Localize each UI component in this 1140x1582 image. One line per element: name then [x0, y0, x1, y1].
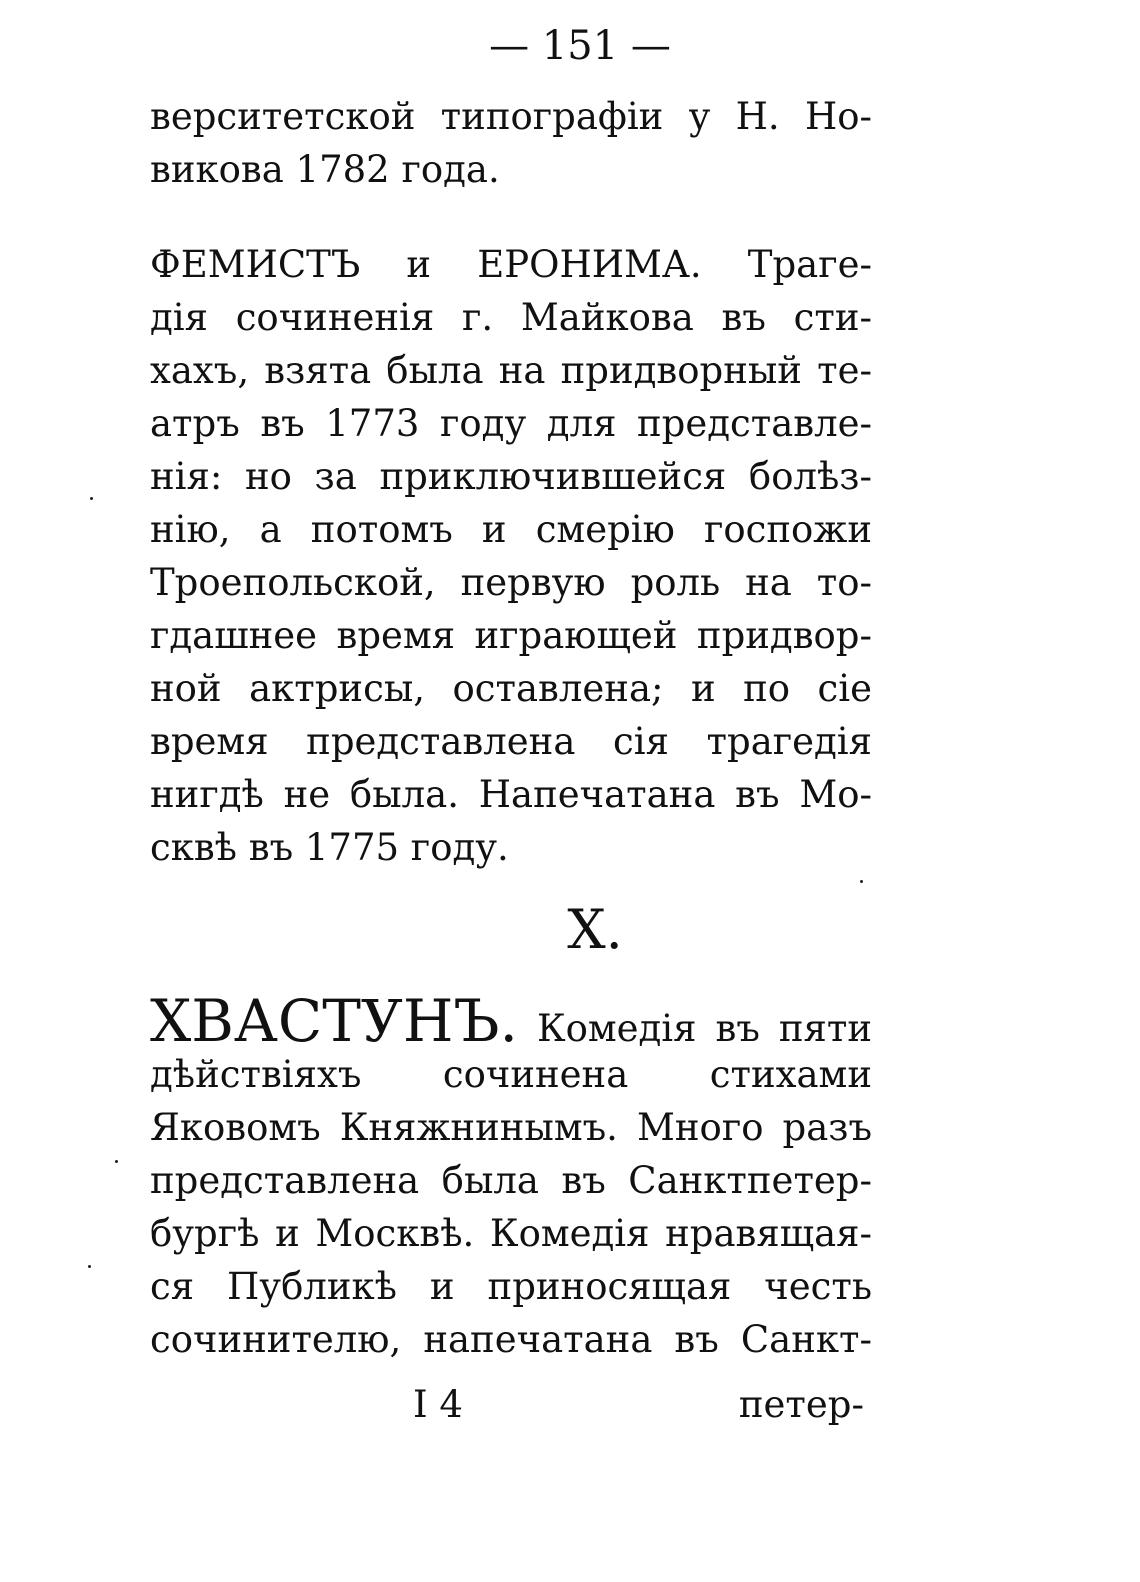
text-line: верситетской типографiи у Н. Но- — [150, 95, 872, 138]
text-line: нiя: но за приключившейся болѣз- — [150, 455, 872, 498]
text-line: сквѣ въ 1775 году. — [150, 826, 509, 869]
entry-khvastun — [150, 987, 872, 1366]
entry-first-line-text: Комедiя въ пяти — [536, 1007, 872, 1050]
catchword: петер- — [738, 1383, 864, 1426]
paper-speck — [115, 1160, 118, 1163]
text-line: дiя сочиненiя г. Майкова въ сти- — [150, 296, 872, 339]
section-letter-heading: X. — [567, 898, 623, 961]
text-line: викова 1782 года. — [150, 148, 500, 191]
paper-speck — [90, 497, 93, 500]
footer-line — [150, 1378, 872, 1431]
text-line: гдашнее время играющей придвор- — [150, 614, 872, 657]
paper-speck — [860, 880, 863, 883]
text-line: нигдѣ не была. Напечатана въ Мо- — [150, 773, 872, 816]
text-line: дѣйствiяхъ сочинена стихами — [150, 1053, 872, 1096]
text-line: время представлена сiя трагедiя — [150, 720, 872, 763]
continued-entry — [150, 90, 872, 196]
text-line: Яковомъ Княжнинымъ. Много разъ — [150, 1106, 872, 1149]
text-line: бургѣ и Москвѣ. Комедiя нравящая- — [150, 1212, 872, 1255]
page-number: — 151 — — [489, 23, 671, 69]
text-line: ФЕМИСТЪ и ЕРОНИМА. Траге- — [150, 243, 872, 286]
text-line: ся Публикѣ и приносящая честь — [150, 1265, 872, 1308]
text-line: хахъ, взята была на придворный те- — [150, 349, 872, 392]
text-line: представлена была въ Санктпетер- — [150, 1159, 872, 1202]
paper-speck — [88, 1265, 91, 1268]
text-line: Троепольской, первую роль на то- — [150, 561, 872, 604]
signature-mark: I 4 — [413, 1383, 463, 1426]
text-line: ной актрисы, оставлена; и по сiе — [150, 667, 872, 710]
entry-first-line — [150, 987, 872, 1055]
text-line: атръ въ 1773 году для представле- — [150, 402, 872, 445]
entry-title: ХВАСТУНЪ. — [150, 987, 518, 1055]
text-line: сочинителю, напечатана въ Санкт- — [150, 1318, 872, 1361]
entry-femist-i-eronima — [150, 238, 872, 874]
text-line: нiю, а потомъ и смерiю госпожи — [150, 508, 872, 551]
